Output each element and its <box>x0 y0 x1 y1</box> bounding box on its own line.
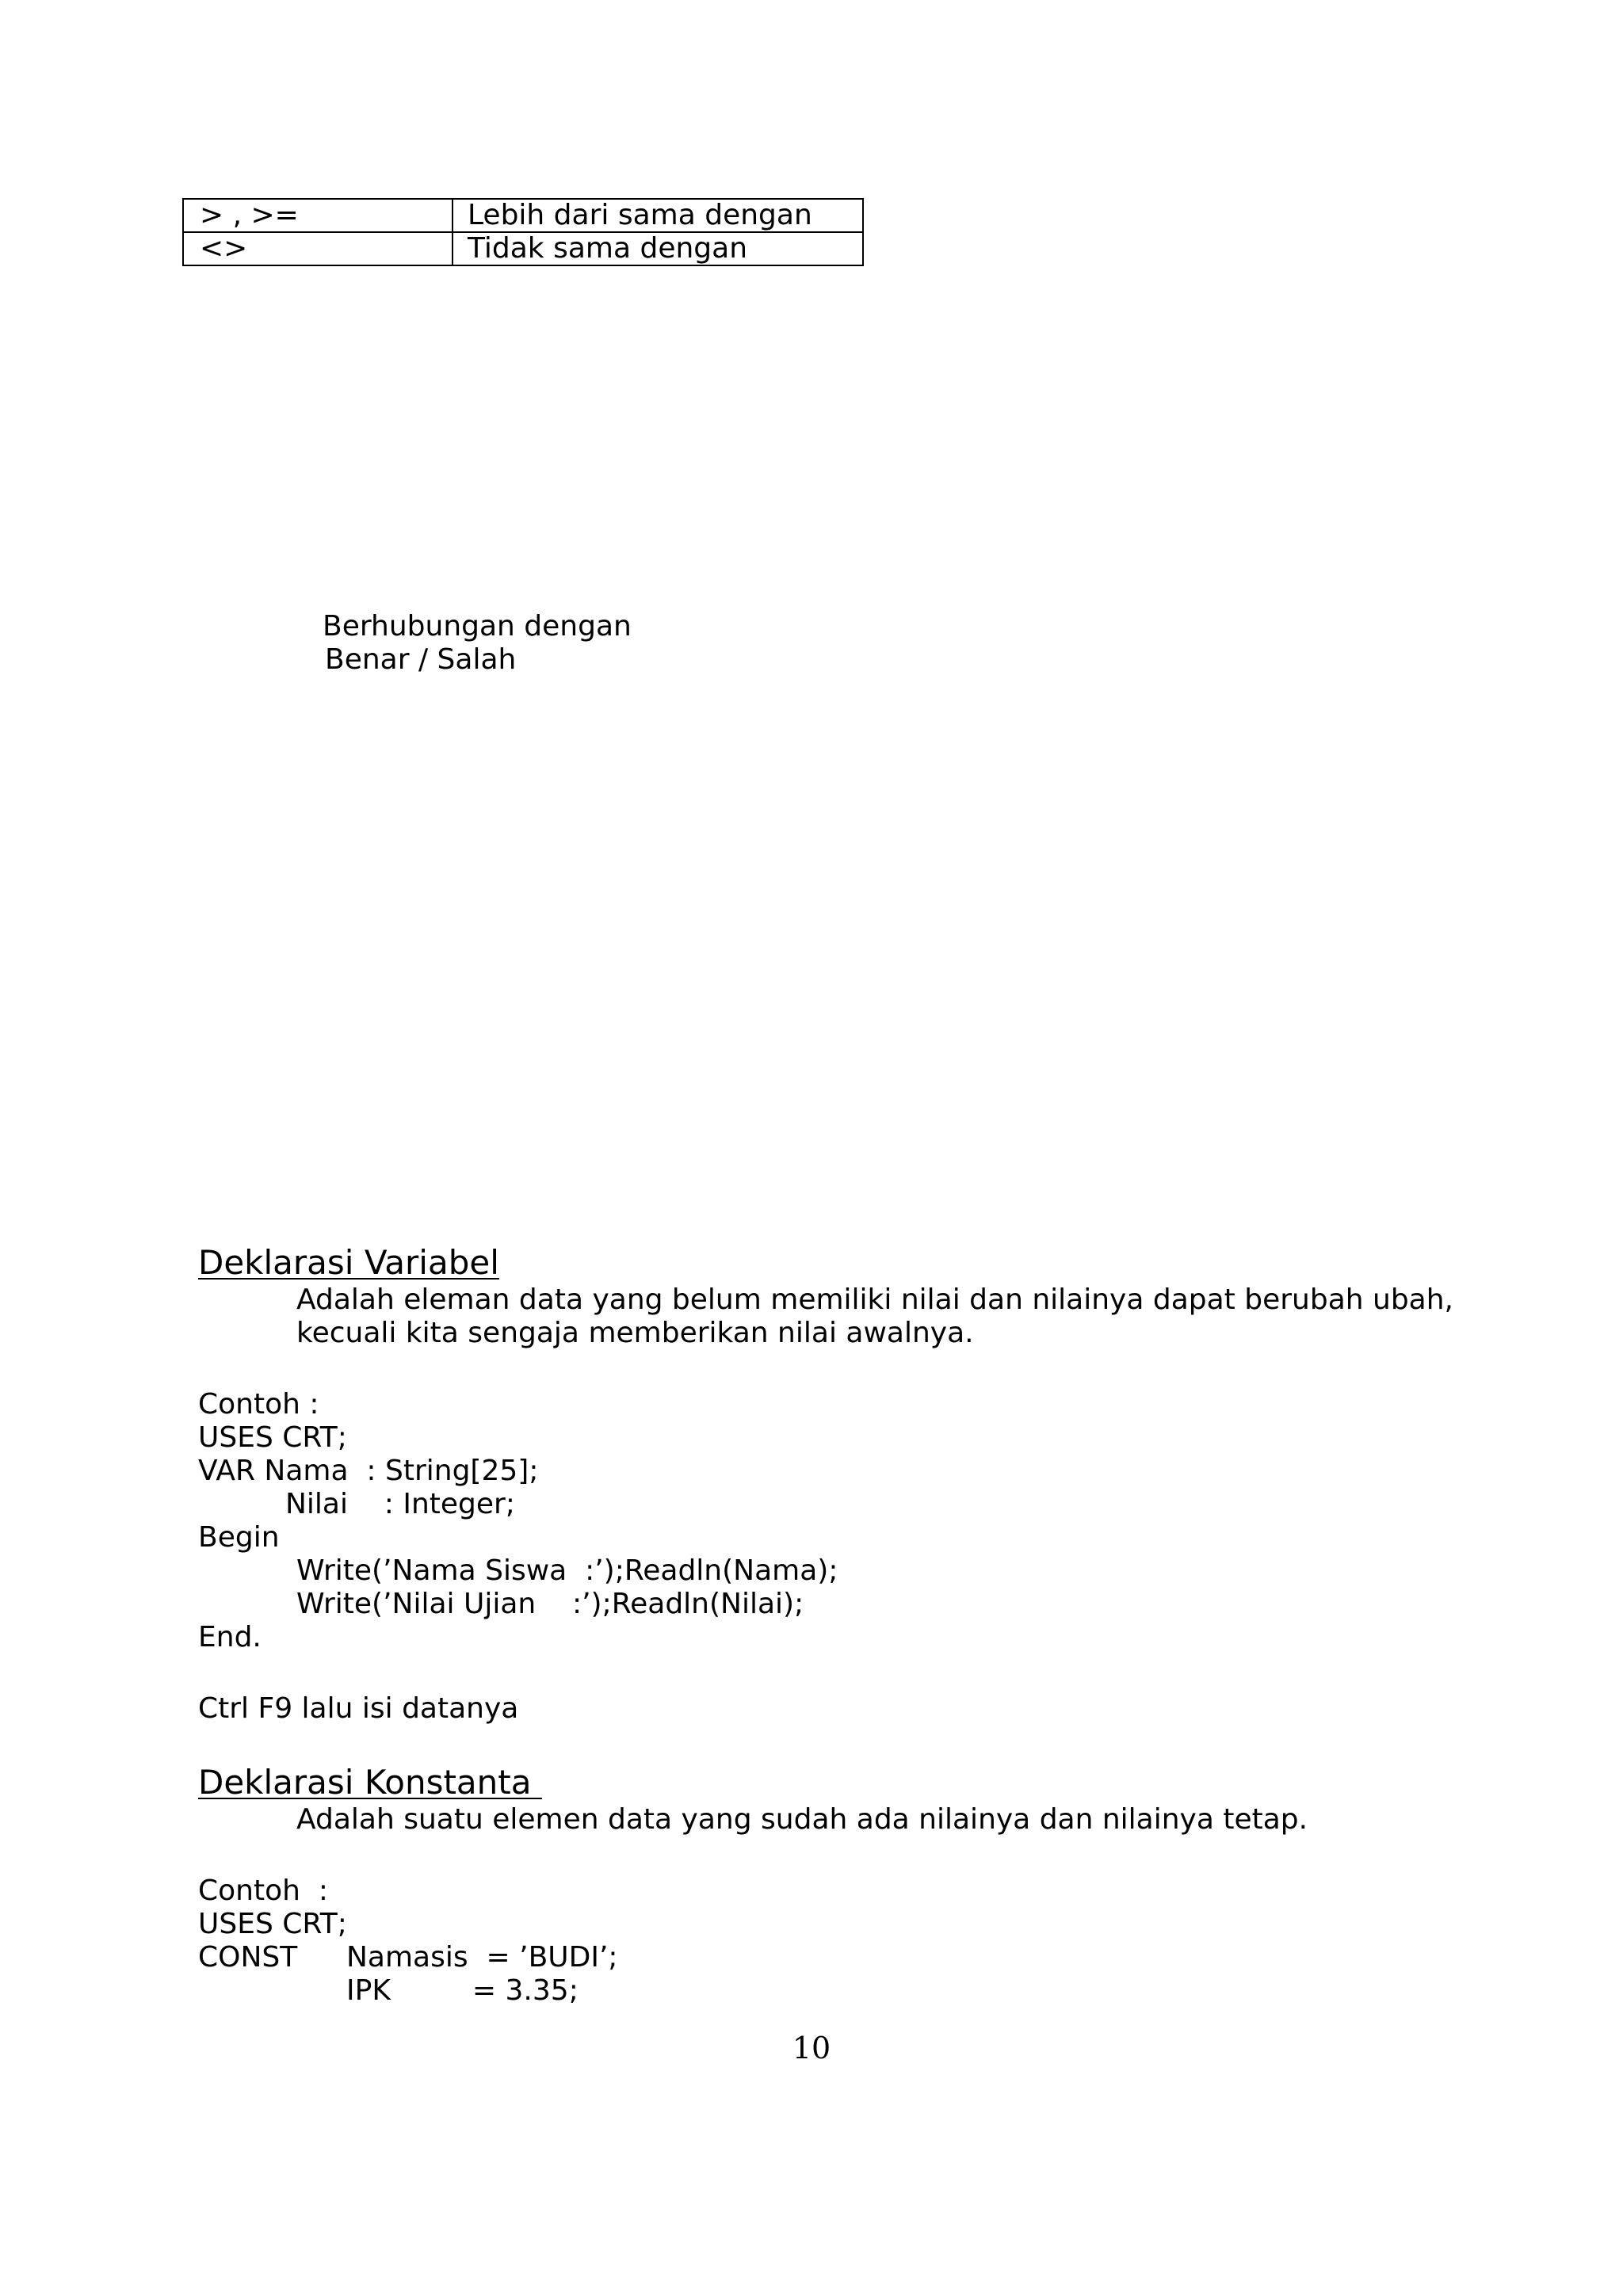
code-line: Write(’Nilai Ujian :’);Readln(Nilai); <box>296 1588 804 1620</box>
konstanta-description-line-1: Adalah suatu elemen data yang sudah ada nilainya dan nilainya tetap. <box>296 1803 1308 1836</box>
operator-meaning-cell: Tidak sama dengan <box>453 232 863 265</box>
section-heading-konstanta: Deklarasi Konstanta <box>198 1763 542 1802</box>
code-line: IPK = 3.35; <box>346 1974 579 2007</box>
konstanta-example-label: Contoh : <box>198 1875 328 1907</box>
code-line: Begin <box>198 1521 280 1554</box>
code-line: USES CRT; <box>198 1908 347 1940</box>
operator-meaning-cell: Lebih dari sama dengan <box>453 199 863 232</box>
code-line: CONST <box>198 1941 298 1974</box>
operator-table <box>182 198 864 266</box>
variabel-run-note: Ctrl F9 lalu isi datanya <box>198 1692 519 1725</box>
code-line: VAR Nama : String[25]; <box>198 1455 539 1487</box>
variabel-description-line-2: kecuali kita sengaja memberikan nilai awalnya. <box>296 1317 974 1349</box>
page-number: 10 <box>792 2031 831 2065</box>
operator-symbol-cell: <> <box>183 232 453 265</box>
variabel-example-label: Contoh : <box>198 1388 319 1421</box>
code-line: Write(’Nama Siswa :’);Readln(Nama); <box>296 1554 838 1587</box>
variabel-description-line-1: Adalah eleman data yang belum memiliki nilai dan nilainya dapat berubah ubah, <box>296 1283 1454 1316</box>
code-line: Namasis = ’BUDI’; <box>346 1941 618 1974</box>
code-line: USES CRT; <box>198 1421 347 1454</box>
code-line: Nilai : Integer; <box>285 1488 515 1520</box>
section-heading-variabel: Deklarasi Variabel <box>198 1243 499 1282</box>
operator-symbol-cell: > , >= <box>183 199 453 232</box>
table-row <box>183 232 863 265</box>
table-row <box>183 199 863 232</box>
relation-note-line-1: Berhubungan dengan <box>323 610 632 643</box>
relation-note-line-2: Benar / Salah <box>325 643 517 676</box>
code-line: End. <box>198 1621 262 1653</box>
